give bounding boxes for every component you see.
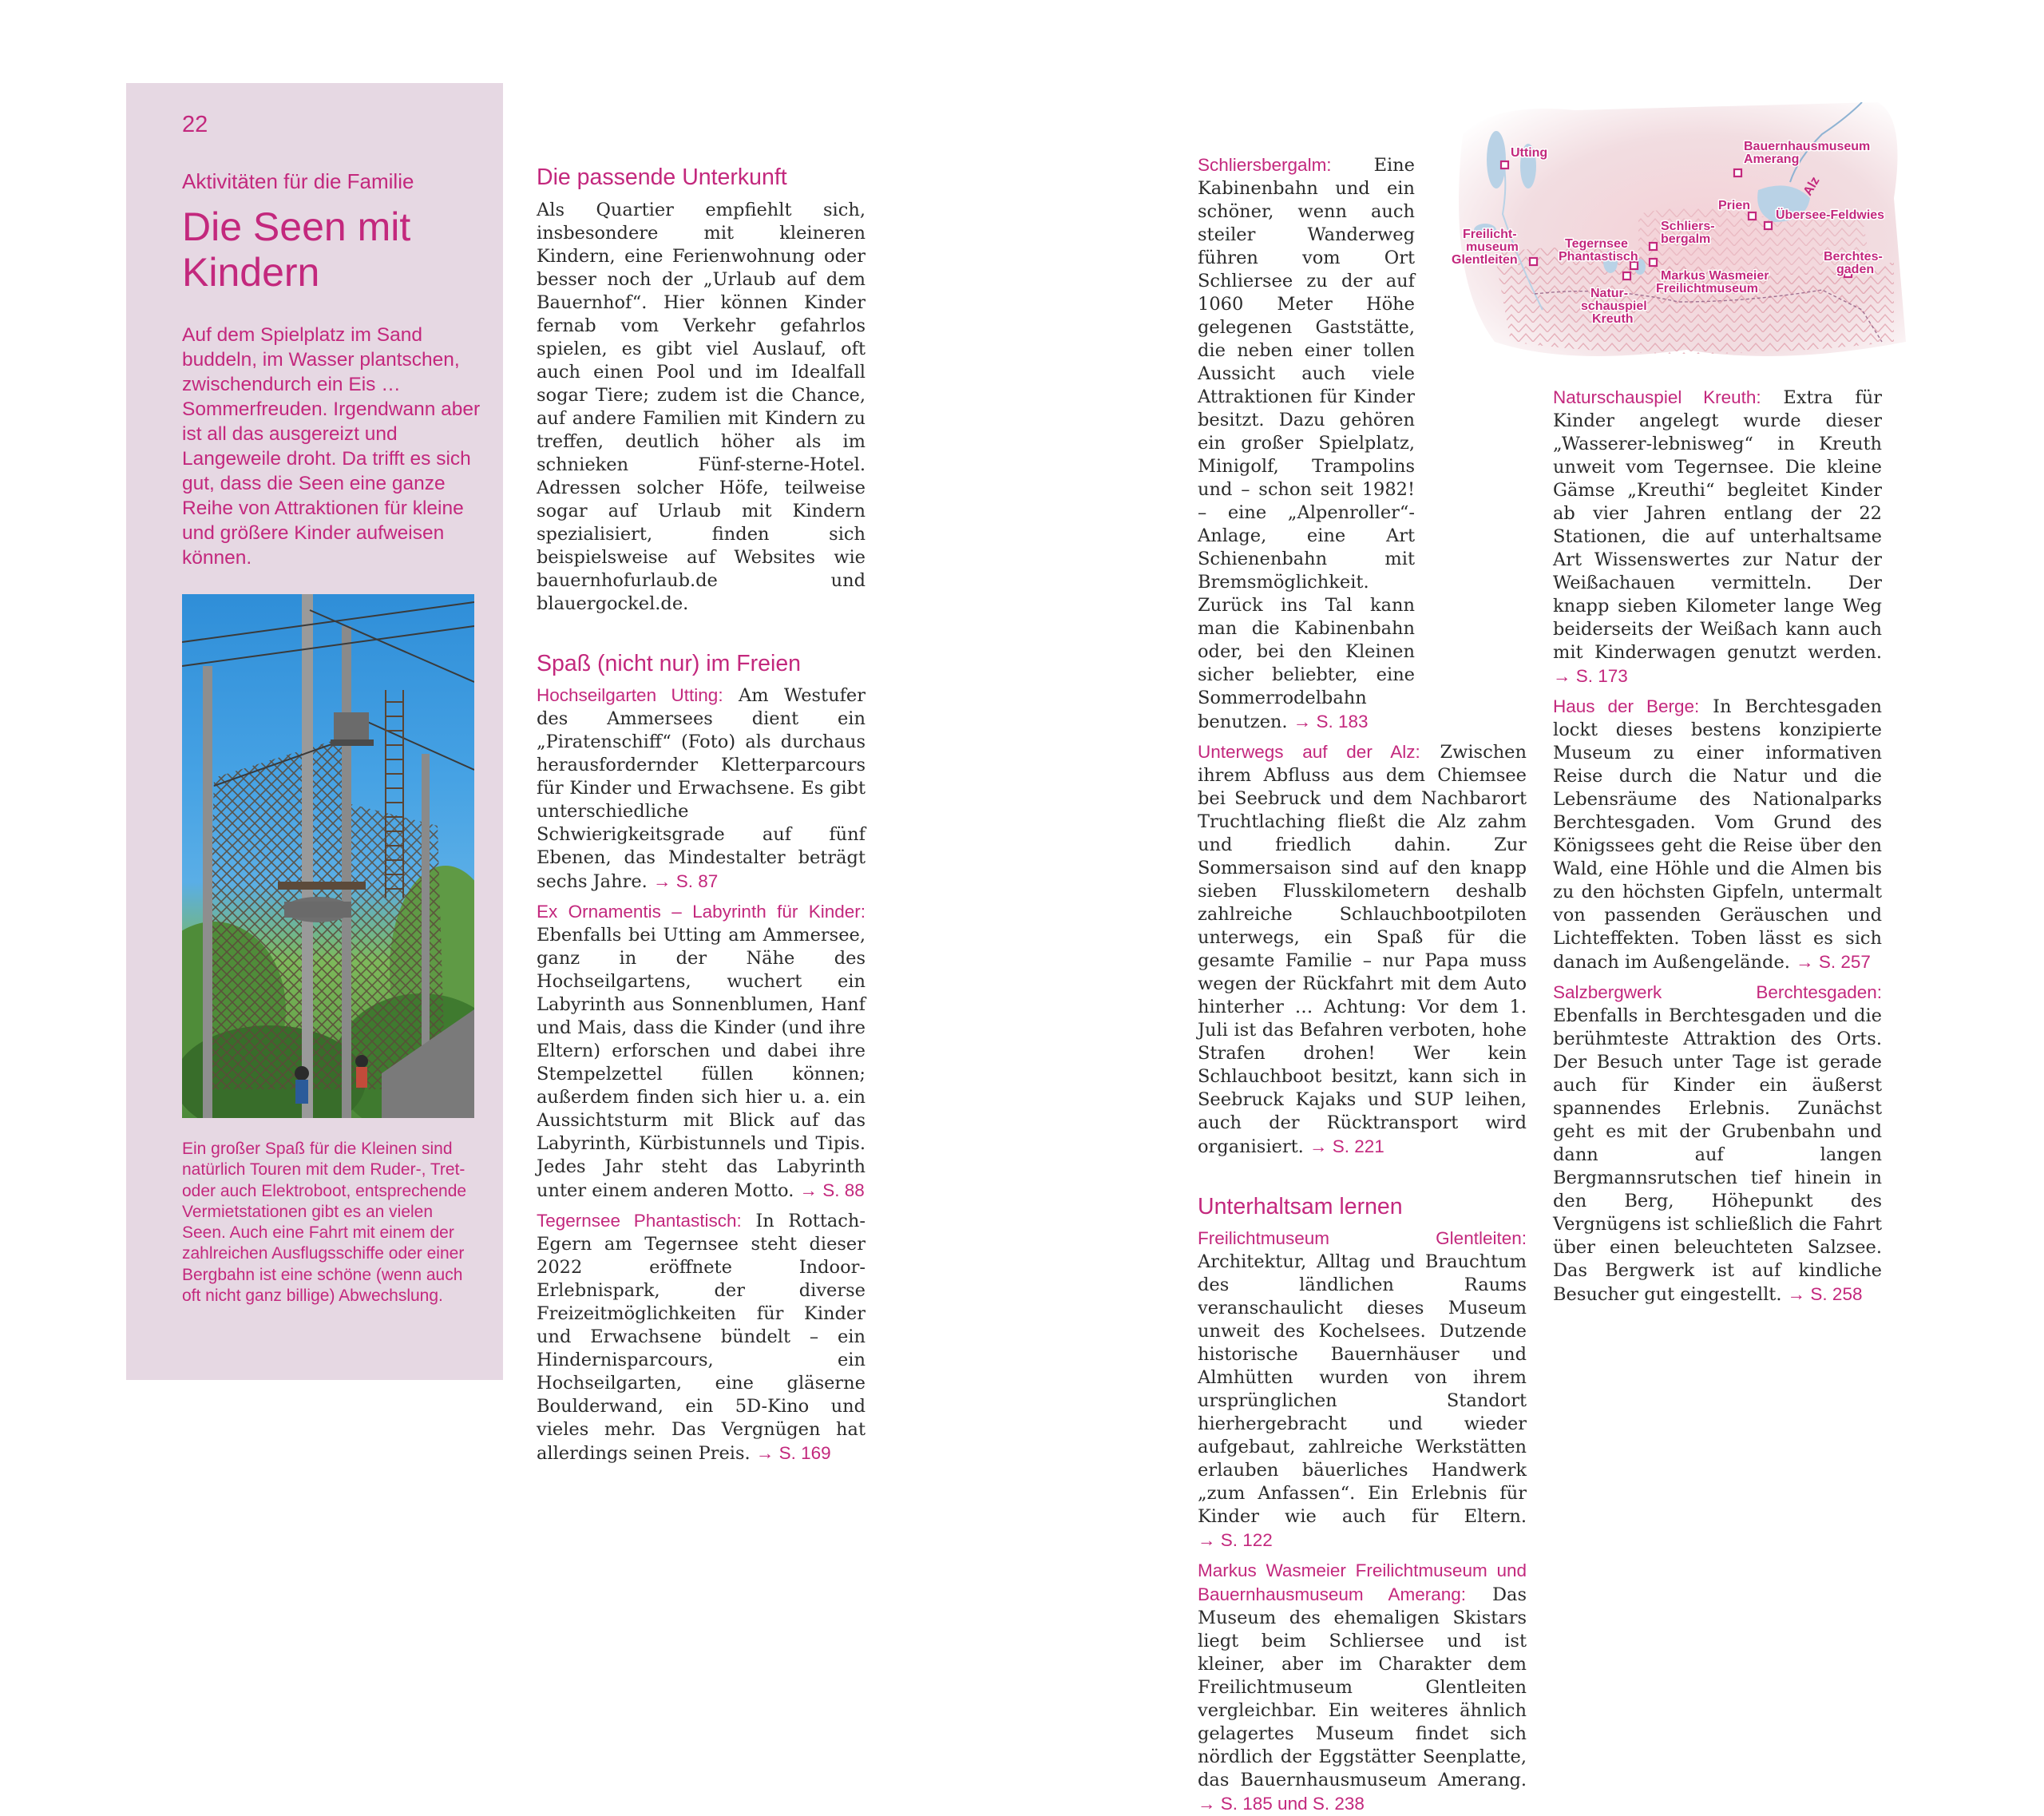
marker-glentleiten[interactable]: [1530, 258, 1537, 265]
map-label-alz: Alz: [1800, 174, 1823, 198]
map-label-prien: Prien: [1718, 199, 1751, 212]
map-label-utting: Utting: [1511, 146, 1548, 160]
entry-lead: Markus Wasmeier Freilichtmuseum und Bauernhausmuseum Amerang:: [1198, 1560, 1527, 1604]
entry-kreuth: [1553, 386, 1882, 688]
map-label-tegernsee-2: Phantastisch: [1559, 250, 1638, 264]
page-reference[interactable]: → S. 258: [1787, 1284, 1863, 1304]
entry-body: Zwischen ihrem Abfluss aus dem Chiemsee bei Seebruck und dem Nachbarort Truchtlaching fließt die Alz zahm und friedlich dahin. Zur Sommersaison sind auf den knapp sieben Flusskilometern deshalb zahlreiche Schlauchbootpiloten unterwegs, ein Spaß für die gesamte Familie – nur Papa muss wegen der Rückfahrt mit dem Auto hinterher … Achtung: Vor dem 1. Juli ist das Befahren verboten, hohe Strafen drohen! Wer kein Schlauchboot besitzt, kann sich in Seebruck Kajaks und SUP leihen, auch der Rücktransport wird organisiert.: [1198, 742, 1527, 1157]
page-reference[interactable]: → S. 87: [652, 871, 719, 891]
map-label-freilicht-3: Glentleiten: [1452, 253, 1518, 267]
page-reference[interactable]: → S. 88: [799, 1180, 865, 1200]
map-label-natur-3: Kreuth: [1592, 312, 1634, 326]
entry-wasmeier: [1198, 1559, 1527, 1816]
marker-kreuth[interactable]: [1623, 272, 1630, 280]
entry-lead: Freilichtmuseum Glentleiten:: [1198, 1228, 1527, 1248]
heading-unterkunft: Die passende Unterkunft: [537, 165, 787, 190]
entry-alz: [1198, 740, 1527, 1159]
entry-body: Ebenfalls bei Utting am Ammersee, ganz in der Nähe des Hochseilgartens, wuchert ein Labyrinth aus Sonnenblumen, Hanf und Mais, dass die Kinder (und ihre Eltern) erforschen und dabei ihre Stempelzettel füllen können; außerdem finden sich hier u. a. ein Aussichtsturm mit Blick auf das Labyrinth, Kürbistunnels und Tipis. Jedes Jahr steht das Labyrinth unter einem anderen Motto.: [537, 925, 866, 1201]
page-number: 22: [182, 112, 208, 137]
map-label-berchtes-2: gaden: [1836, 263, 1875, 276]
entry-hochseilgarten: [537, 684, 866, 894]
entry-body: Architektur, Alltag und Brauchtum des ländlichen Raums veranschaulicht dieses Museum unweit des Kochelsees. Dutzende historische Bauernhäuser und Almhütten wurden von ihrem ursprünglichen Standort hierhergebracht und wieder aufgebaut, zahlreiche Werkstätten erlauben bäuerliches Handwerk „zum Anfassen“. Ein Erlebnis für Kinder wie auch für Eltern.: [1198, 1251, 1527, 1527]
map-label-tegernsee-1: Tegernsee: [1565, 237, 1628, 251]
map-label-schliers-2: bergalm: [1661, 232, 1711, 246]
page-reference[interactable]: → S. 185 und S. 238: [1198, 1794, 1365, 1814]
page-reference[interactable]: → S. 183: [1293, 712, 1369, 732]
entry-lead: Unterwegs auf der Alz:: [1198, 742, 1420, 762]
entry-body: Eine Kabinenbahn und ein schöner, wenn auch steiler Wanderweg führen vom Ort Schliersee zu der auf 1060 Meter Höhe gelegenen Gaststätte, die neben einer tollen Aussicht auch viele Attraktionen für Kinder besitzt. Dazu gehören ein großer Spielplatz, Minigolf, Trampolins und – schon seit 1982! – eine „Alpenroller“-Anlage, eine Art Schienenbahn mit Bremsmöglichkeit. Zurück ins Tal kann man die Kabinenbahn oder, bei den Kleinen sicher beliebter, eine Sommerrodelbahn benutzen.: [1198, 155, 1415, 732]
marker-amerang[interactable]: [1734, 169, 1741, 176]
entry-body: In Rottach-Egern am Tegernsee steht dieser 2022 eröffnete Indoor-Erlebnispark, der diverse Freizeitmöglichkeiten für Kinder und Erwachsene bündelt – ein Hindernisparcours, ein Hochseilgarten, eine gläserne Boulderwand, ein 5D-Kino und vieles mehr. Das Vergnügen hat allerdings seinen Preis.: [537, 1211, 866, 1464]
page-reference[interactable]: → S. 221: [1309, 1136, 1384, 1156]
map-label-natur-2: schauspiel: [1581, 299, 1647, 313]
column-right-page-2: [1553, 386, 1882, 1306]
map-label-berchtes-1: Berchtes-: [1824, 250, 1883, 264]
entry-tegernsee-phantastisch: [537, 1209, 866, 1465]
entry-body: Das Museum des ehemaligen Skistars liegt beim Schliersee und ist kleiner, aber im Charakter dem Freilichtmuseum Glentleiten vergleichbar. Ein weiteres ähnlich gelagertes Museum findet sich nördlich der Eggstätter Seenplatte, das Bauernhausmuseum Amerang.: [1198, 1584, 1527, 1790]
intro-text: Auf dem Spielplatz im Sand buddeln, im Wasser plantschen, zwischendurch ein Eis … Sommerfreuden. Irgendwann aber ist all das ausgereizt und Langeweile droht. Da trifft es sich gut, dass die Seen eine ganze Reihe von Attraktionen für kleine und größere Kinder aufweisen können.: [182, 324, 481, 569]
entry-labyrinth: [537, 900, 866, 1203]
map-label-schliers-1: Schliers-: [1661, 220, 1715, 233]
map-label-freilicht-2: museum: [1466, 240, 1519, 254]
entry-body: Ebenfalls in Berchtesgaden und die berühmteste Attraktion des Orts. Der Besuch unter Tage ist gerade auch für Kinder ein äußerst spannendes Erlebnis. Zunächst geht es mit der Grubenbahn und dann auf langen Bergmannsrutschen tief hinein in den Berg, Höhepunkt des Vergnügens ist schließlich die Fahrt über einen beleuchteten Salzsee. Das Bergwerk ist auf kindliche Besucher gut eingestellt.: [1553, 1005, 1882, 1305]
heading-lernen: Unterhaltsam lernen: [1198, 1194, 1403, 1219]
entry-haus-der-berge: [1553, 695, 1882, 974]
page-reference[interactable]: → S. 122: [1198, 1530, 1273, 1550]
page-reference[interactable]: → S. 169: [755, 1443, 831, 1463]
map-label-amerang-1: Bauernhausmuseum: [1744, 140, 1871, 153]
entry-body: Extra für Kinder angelegt wurde dieser „Wasserer-lebnisweg“ in Kreuth unweit vom Tegernsee. Die kleine Gämse „Kreuthi“ begleitet Kinder ab vier Jahren entlang der 22 Stationen, die auf unterhaltsame Art Wissenswertes zur Natur der Weißachauen vermitteln. Der knapp sieben Kilometer lange Weg beiderseits der Weißach kann auch mit Kinderwagen genutzt werden.: [1553, 387, 1882, 663]
map-label-natur-1: Natur-: [1590, 287, 1629, 300]
entry-schliersbergalm: [1198, 153, 1415, 734]
entry-lead: Salzbergwerk Berchtesgaden:: [1553, 982, 1882, 1002]
entry-lead: Hochseilgarten Utting:: [537, 685, 723, 705]
column-left-page: [537, 166, 866, 1465]
map-label-wasmeier-2: Freilichtmuseum: [1656, 282, 1759, 295]
map-label-uebersee: Übersee-Feldwies: [1776, 208, 1885, 222]
entry-glentleiten: [1198, 1227, 1527, 1552]
unterkunft-body: Als Quartier empfiehlt sich, insbesondere mit kleineren Kindern, eine Ferienwohnung oder besser noch der „Urlaub auf dem Bauernhof“. Hier können Kinder fernab vom Verkehr gefahrlos spielen, es gibt viel Auslauf, oft auch einen Pool und im Idealfall sogar Tiere; zudem ist die Chance, auf andere Familien mit Kindern zu treffen, deutlich höher als im schnieken Fünf-sterne-Hotel. Adressen solcher Höfe, teilweise sogar auf Urlaub mit Kindern spezialisiert, finden sich beispielsweise auf Websites wie bauernhofurlaub.de und blauergockel.de.: [537, 200, 866, 614]
entry-lead: Haus der Berge:: [1553, 696, 1700, 716]
ropes-course-photo: [182, 594, 474, 1118]
marker-schliersbergalm[interactable]: [1650, 243, 1657, 250]
page-reference[interactable]: → S. 257: [1796, 952, 1871, 972]
photo-caption: Ein großer Spaß für die Kleinen sind natürlich Touren mit dem Ruder-, Tret- oder auch Elektroboot, entsprechende Vermietstationen gibt es an vielen Seen. Auch eine Fahrt mit einem der zahlreichen Ausflugsschiffe oder einer Bergbahn ist eine schöne (wenn auch oft nicht ganz billige) Abwechslung.: [182, 1140, 467, 1306]
section-kicker: Aktivitäten für die Familie: [182, 169, 414, 193]
map-label-wasmeier-1: Markus Wasmeier: [1661, 269, 1769, 283]
marker-prien[interactable]: [1749, 212, 1756, 220]
entry-lead: Naturschauspiel Kreuth:: [1553, 387, 1761, 407]
entry-body: In Berchtesgaden lockt dieses bestens konzipierte Museum zu einer informativen Reise durch die Natur und die Lebensräume des Nationalparks Berchtesgaden. Vom Grund des Königssees geht die Reise über den Wald, eine Höhle und die Almen bis zu den höchsten Gipfeln, untermalt von passenden Geräuschen und Lichteffekten. Toben lässt es sich danach im Außengelände.: [1553, 696, 1882, 973]
sidebar-box: [126, 83, 503, 1380]
entry-body: Am Westufer des Ammersees dient ein „Piratenschiff“ (Foto) als durchaus herausfordernder Kletterparcours für Kinder und Erwachsene. Es gibt unterschiedliche Schwierigkeitsgrade auf fünf Ebenen, das Mindestalter beträgt sechs Jahre.: [537, 685, 866, 892]
map-label-amerang-2: Amerang: [1744, 153, 1800, 166]
heading-freien: Spaß (nicht nur) im Freien: [537, 651, 802, 676]
page-reference[interactable]: → S. 173: [1553, 666, 1628, 686]
ropes-course-illustration: [182, 594, 474, 1118]
marker-wasmeier[interactable]: [1650, 259, 1657, 266]
entry-lead: Ex Ornamentis – Labyrinth für Kinder:: [537, 902, 866, 922]
entry-salzbergwerk: [1553, 981, 1882, 1306]
entry-lead: Tegernsee Phantastisch:: [537, 1211, 742, 1231]
marker-uebersee[interactable]: [1765, 222, 1772, 229]
page-title: Die Seen mit Kindern: [182, 204, 411, 295]
map-label-freilicht-1: Freilicht-: [1463, 228, 1517, 241]
column-right-page-1: [1198, 153, 1527, 1816]
entry-lead: Schliersbergalm:: [1198, 155, 1332, 175]
